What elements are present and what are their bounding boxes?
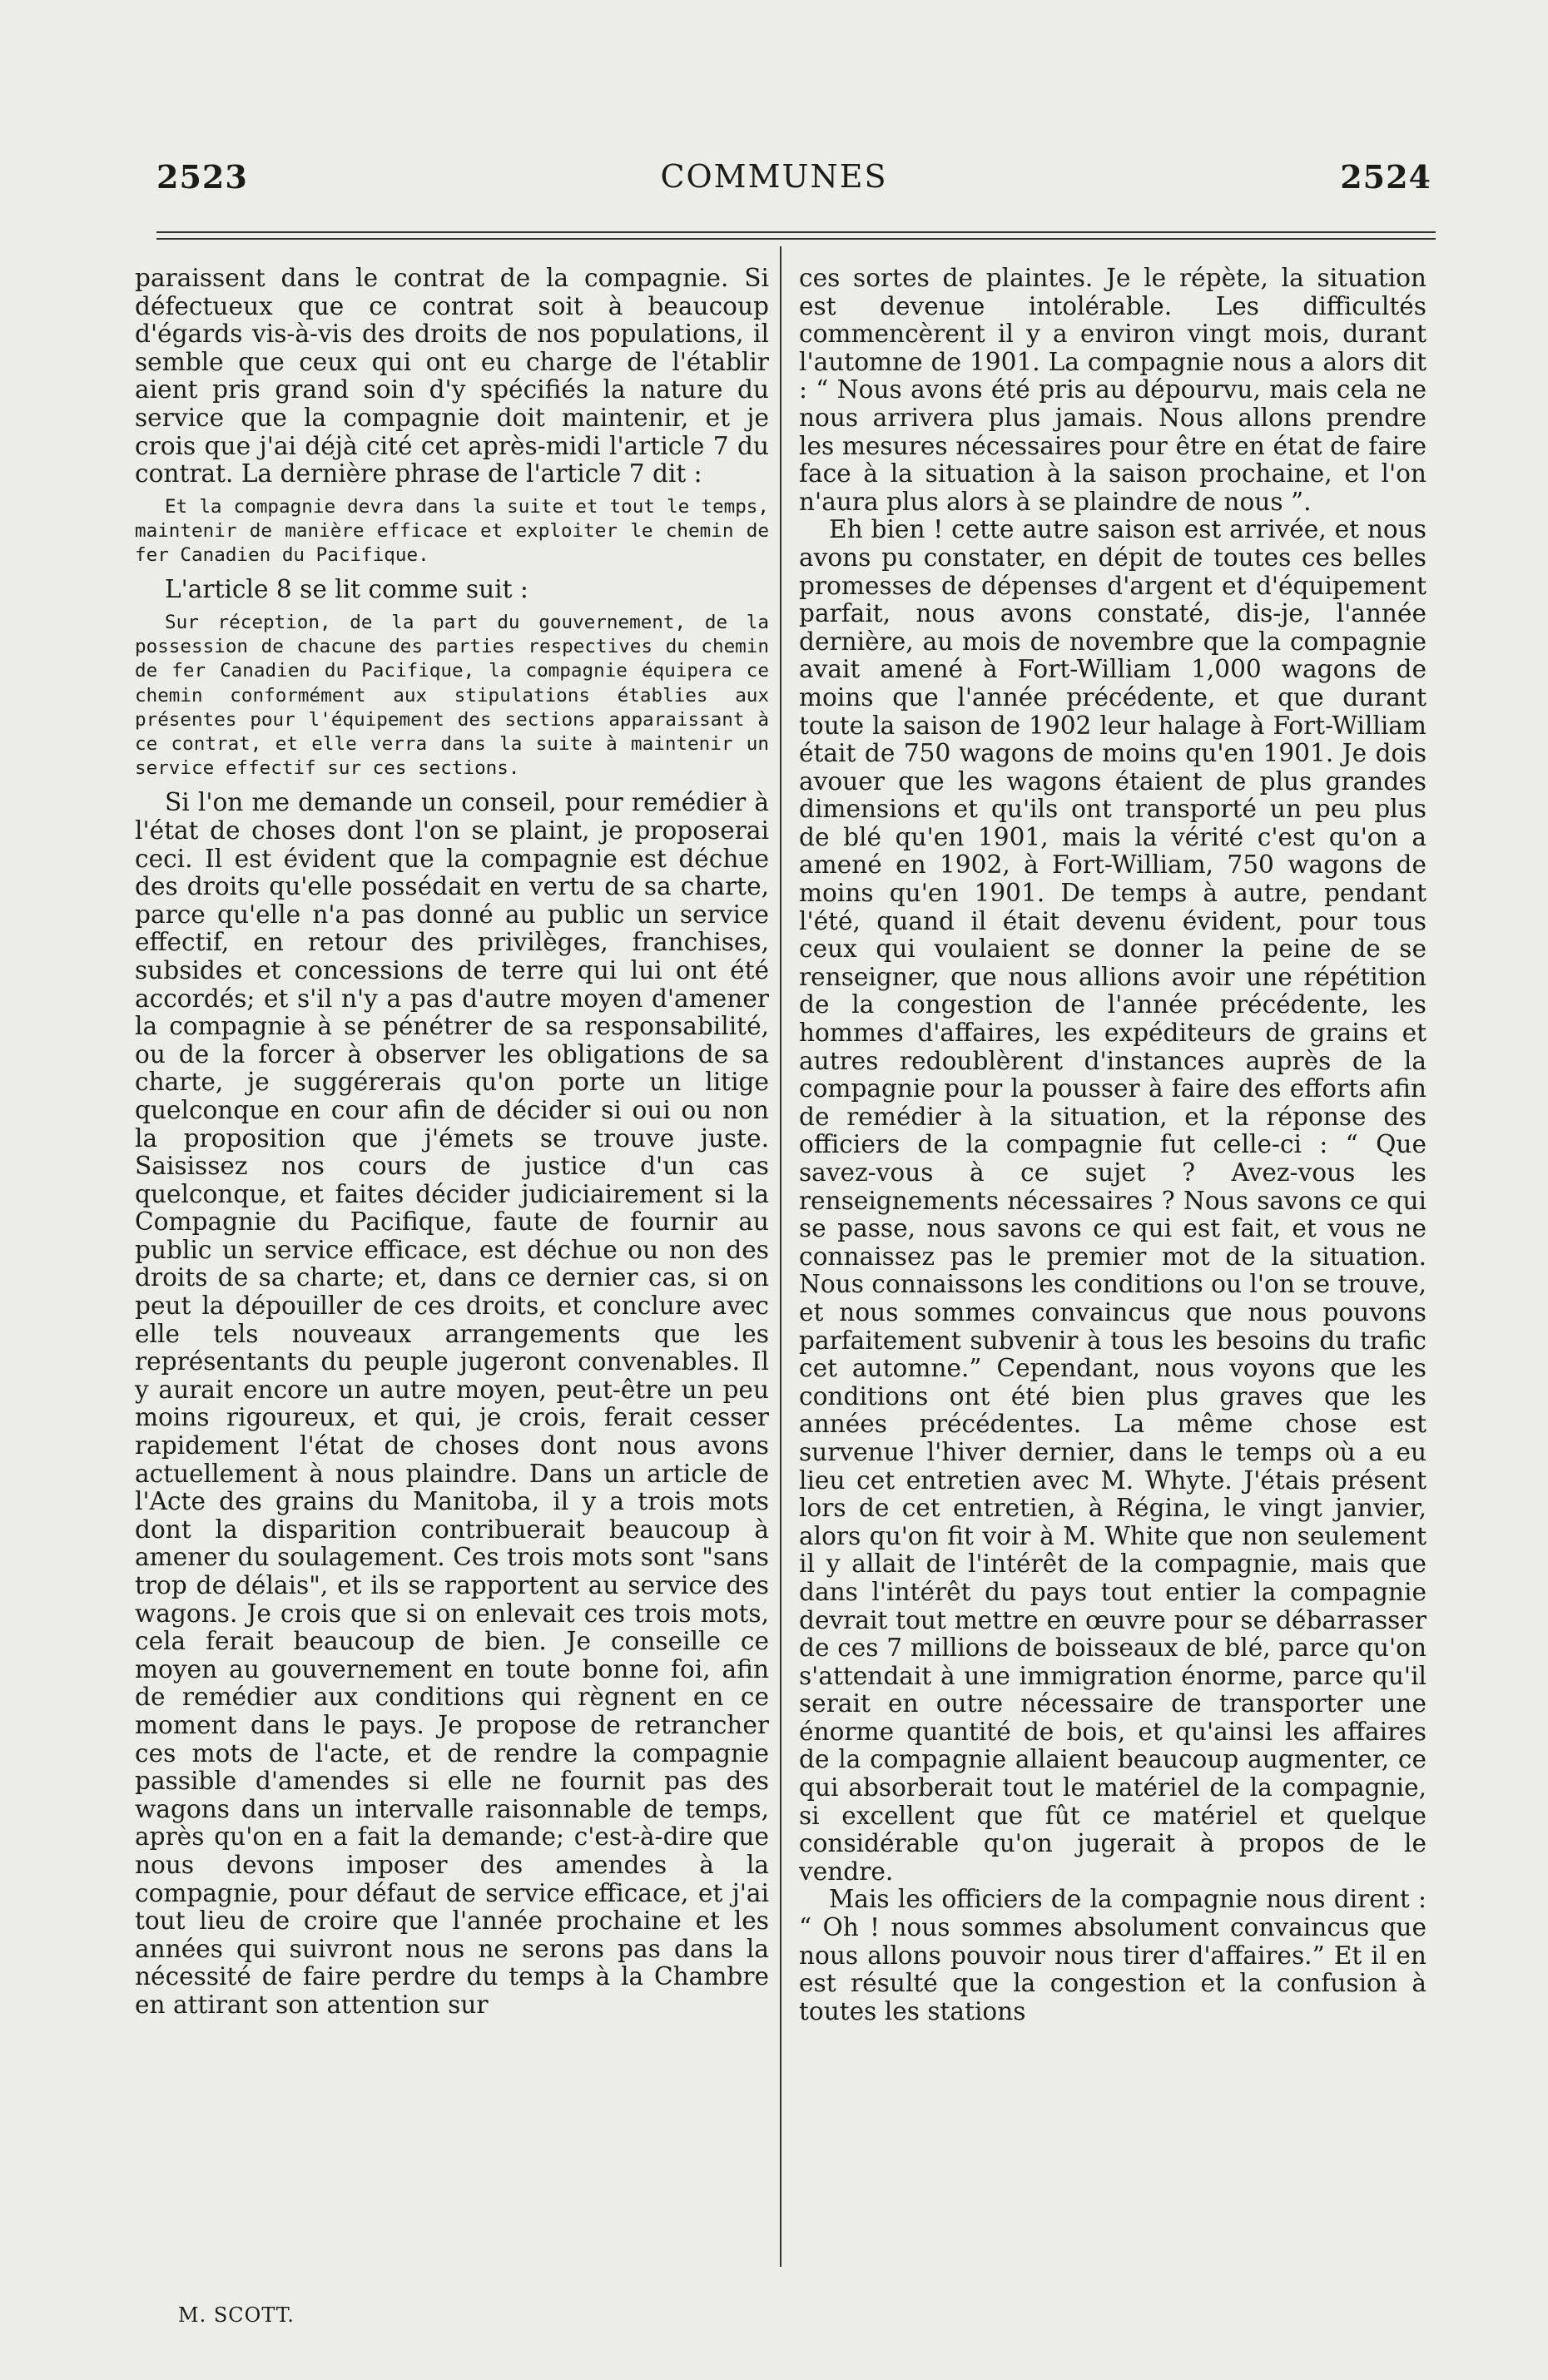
speaker-footer: M. SCOTT. <box>178 2303 295 2327</box>
column-divider <box>780 246 781 2267</box>
block-quote: Et la compagnie devra dans la suite et tout le temps, maintenir de manière efficace et exploiter le chemin de fer Canadien du Pacifique. <box>135 495 769 567</box>
left-column <box>135 265 769 2020</box>
paragraph: paraissent dans le contrat de la compagnie. Si défectueux que ce contrat soit à beaucoup d'égards vis-à-vis des droits de nos populations, il semble que ceux qui ont eu charge de l'établir aient pris grand soin d'y spécifiés la nature du service que la compagnie doit maintenir, et je crois que j'ai déjà cité cet après-midi l'article 7 du contrat. La dernière phrase de l'article 7 dit : <box>135 264 769 488</box>
right-column <box>799 265 1426 2025</box>
page-number-left: 2523 <box>156 158 248 196</box>
page-number-right: 2524 <box>1340 158 1431 196</box>
page-header <box>0 158 1548 216</box>
block-quote: Sur réception, de la part du gouvernement, de la possession de chacune des parties respectives du chemin de fer Canadien du Pacifique, la compagnie équipera ce chemin conformément aux stipulations établies aux présentes pour l'équipement des sections apparaissant à ce contrat, et elle verra dans la suite à maintenir un service effectif sur ces sections. <box>135 611 769 780</box>
paragraph: Si l'on me demande un conseil, pour remédier à l'état de choses dont l'on se plaint, je proposerai ceci. Il est évident que la compagnie est déchue des droits qu'elle possédait en vertu de sa charte, parce qu'elle n'a pas donné au public un service effectif, en retour des privilèges, franchises, subsides et concessions de terre qui lui ont été accordés; et s'il n'y a pas d'autre moyen d'amener la compagnie à se pénétrer de sa responsabilité, ou de la forcer à observer les obligations de sa charte, je suggérerais qu'on porte un litige quelconque en cour afin de décider si oui ou non la proposition que j'émets se trouve juste. Saisissez nos cours de justice d'un cas quelconque, et faites décider judiciairement si la Compagnie du Pacifique, faute de fournir au public un service efficace, est déchue ou non des droits de sa charte; et, dans ce dernier cas, si on peut la dépouiller de ces droits, et conclure avec elle tels nouveaux arrangements que les représentants du peuple jugeront convenables. Il y aurait encore un autre moyen, peut-être un peu moins rigoureux, et qui, je crois, ferait cesser rapidement l'état de choses dont nous avons actuellement à nous plaindre. Dans un article de l'Acte des grains du Manitoba, il y a trois mots dont la disparition contribuerait beaucoup à amener du soulagement. Ces trois mots sont "sans trop de délais", et ils se rapportent au service des wagons. Je crois que si on enlevait ces trois mots, cela ferait beaucoup de bien. Je conseille ce moyen au gouvernement en toute bonne foi, afin de remédier aux conditions qui règnent en ce moment dans le pays. Je propose de retrancher ces mots de l'acte, et de rendre la compagnie passible d'amendes si elle ne fournit pas des wagons dans un intervalle raisonnable de temps, après qu'on en a fait la demande; c'est-à-dire que nous devons imposer des amendes à la compagnie, pour défaut de service efficace, et j'ai tout lieu de croire que l'année prochaine et les années qui suivront nous ne serons pas dans la nécessité de faire perdre du temps à la Chambre en attirant son attention sur <box>135 788 769 2019</box>
paragraph: ces sortes de plaintes. Je le répète, la situation est devenue intolérable. Les difficultés commencèrent il y a environ vingt mois, durant l'automne de 1901. La compagnie nous a alors dit : “ Nous avons été pris au dépourvu, mais cela ne nous arrivera plus jamais. Nous allons prendre les mesures nécessaires pour être en état de faire face à la situation à la saison prochaine, et l'on n'aura plus alors à se plaindre de nous ”. <box>799 264 1426 516</box>
paragraph: L'article 8 se lit comme suit : <box>165 575 528 604</box>
paragraph: Mais les officiers de la compagnie nous dirent : “ Oh ! nous sommes absolument convaincus que nous allons pouvoir nous tirer d'affaires.” Et il en est résulté que la congestion et la confusion à toutes les stations <box>799 1885 1426 2025</box>
paragraph: Eh bien ! cette autre saison est arrivée, et nous avons pu constater, en dépit de toutes ces belles promesses de dépenses d'argent et d'équipement parfait, nous avons constaté, dis-je, l'année dernière, au mois de novembre que la compagnie avait amené à Fort-William 1,000 wagons de moins que l'année précédente, et que durant toute la saison de 1902 leur halage à Fort-William était de 750 wagons de moins qu'en 1901. Je dois avouer que les wagons étaient de plus grandes dimensions et qu'ils ont transporté un peu plus de blé qu'en 1901, mais la vérité c'est qu'on a amené en 1902, à Fort-William, 750 wagons de moins qu'en 1901. De temps à autre, pendant l'été, quand il était devenu évident, pour tous ceux qui voulaient se donner la peine de se renseigner, que nous allions avoir une répétition de la congestion de l'année précédente, les hommes d'affaires, les expéditeurs de grains et autres redoublèrent d'instances auprès de la compagnie pour la pousser à faire des efforts afin de remédier à la situation, et la réponse des officiers de la compagnie fut celle-ci : “ Que savez-vous à ce sujet ? Avez-vous les renseignements nécessaires ? Nous savons ce qui se passe, nous savons ce qui est fait, et vous ne connaissez pas le premier mot de la situation. Nous connaissons les conditions ou l'on se trouve, et nous sommes convaincus que nous pouvons parfaitement subvenir à tous les besoins du trafic cet automne.” Cependant, nous voyons que les conditions ont été bien plus graves que les années précédentes. La même chose est survenue l'hiver dernier, dans le temps où a eu lieu cet entretien avec M. Whyte. J'étais présent lors de cet entretien, à Régina, le vingt janvier, alors qu'on fit voir à M. White que non seulement il y allait de l'intérêt de la compagnie, mais que dans l'intérêt du pays tout entier la compagnie devrait tout mettre en œuvre pour se débarrasser de ces 7 millions de boisseaux de blé, parce qu'on s'attendait à une immigration énorme, parce qu'il serait en outre nécessaire de transporter une énorme quantité de bois, et qu'ainsi les affaires de la compagnie allaient beaucoup augmenter, ce qui absorberait tout le matériel de la compagnie, si excellent que fût ce matériel et quelque considérable qu'on jugerait à propos de le vendre. <box>799 515 1426 1886</box>
header-rule-top <box>156 231 1436 233</box>
header-rule-bottom <box>156 238 1436 240</box>
page-title: COMMUNES <box>660 158 888 195</box>
